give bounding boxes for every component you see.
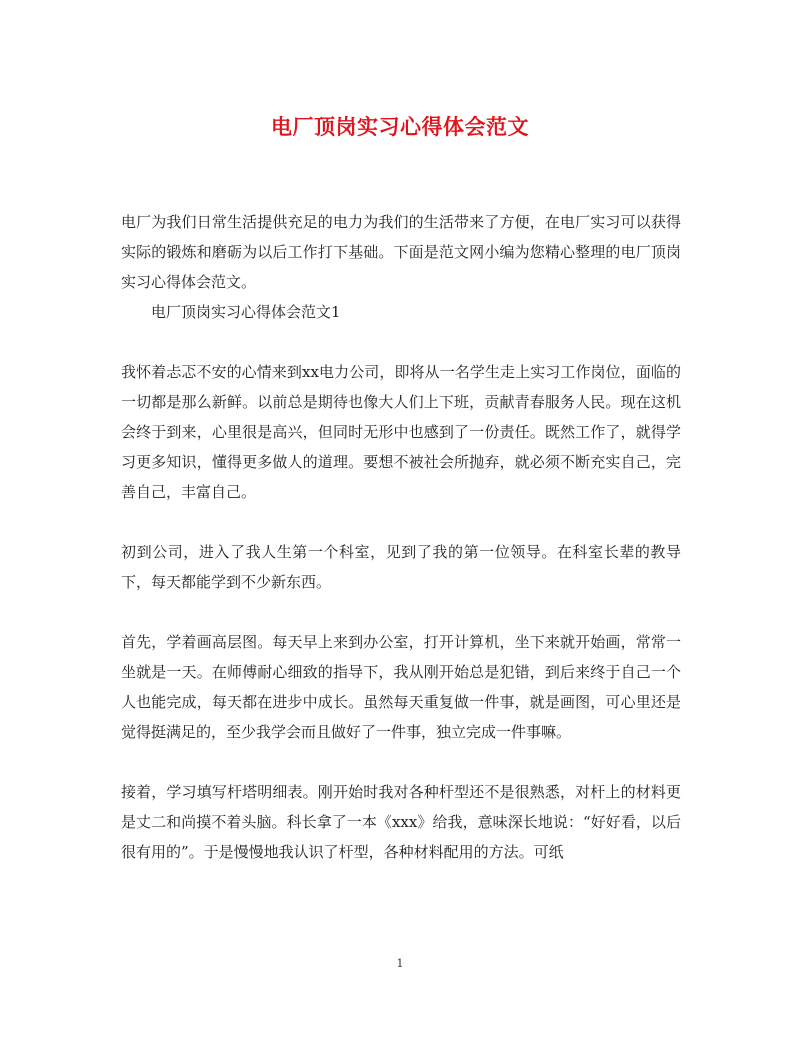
section-heading: 电厂顶岗实习心得体会范文1 — [151, 303, 341, 321]
body-paragraph: 我怀着忐忑不安的心情来到xx电力公司，即将从一名学生走上实习工作岗位，面临的一切都是那么新鲜。以前总是期待也像大人们上下班，贡献青春服务人民。现在这机会终于到来，心里很是高兴，但同时无形中也感到了一份责任。既然工作了，就得学习更多知识，懂得更多做人的道理。要想不被社会所抛弃，就必须不断充实自己，完善自己，丰富自己。 — [121, 363, 681, 501]
document-title: 电厂顶岗实习心得体会范文 — [271, 114, 529, 139]
intro-paragraph: 电厂为我们日常生活提供充足的电力为我们的生活带来了方便，在电厂实习可以获得实际的锻炼和磨砺为以后工作打下基础。下面是范文网小编为您精心整理的电厂顶岗实习心得体会范文。 — [121, 213, 681, 291]
page-number: 1 — [396, 957, 404, 970]
body-paragraph: 初到公司，进入了我人生第一个科室，见到了我的第一位领导。在科室长辈的教导下，每天都能学到不少新东西。 — [121, 543, 681, 591]
body-paragraph: 首先，学着画高层图。每天早上来到办公室，打开计算机，坐下来就开始画，常常一坐就是一天。在师傅耐心细致的指导下，我从刚开始总是犯错，到后来终于自己一个人也能完成，每天都在进步中成长。虽然每天重复做一件事，就是画图，可心里还是觉得挺满足的，至少我学会而且做好了一件事，独立完成一件事嘛。 — [121, 633, 681, 741]
body-paragraph: 接着，学习填写杆塔明细表。刚开始时我对各种杆型还不是很熟悉，对杆上的材料更是丈二和尚摸不着头脑。科长拿了一本《xxx》给我，意味深长地说：“好好看，以后很有用的”。于是慢慢地我认识了杆型，各种材料配用的方法。可纸 — [121, 783, 681, 861]
document-body — [121, 207, 681, 867]
